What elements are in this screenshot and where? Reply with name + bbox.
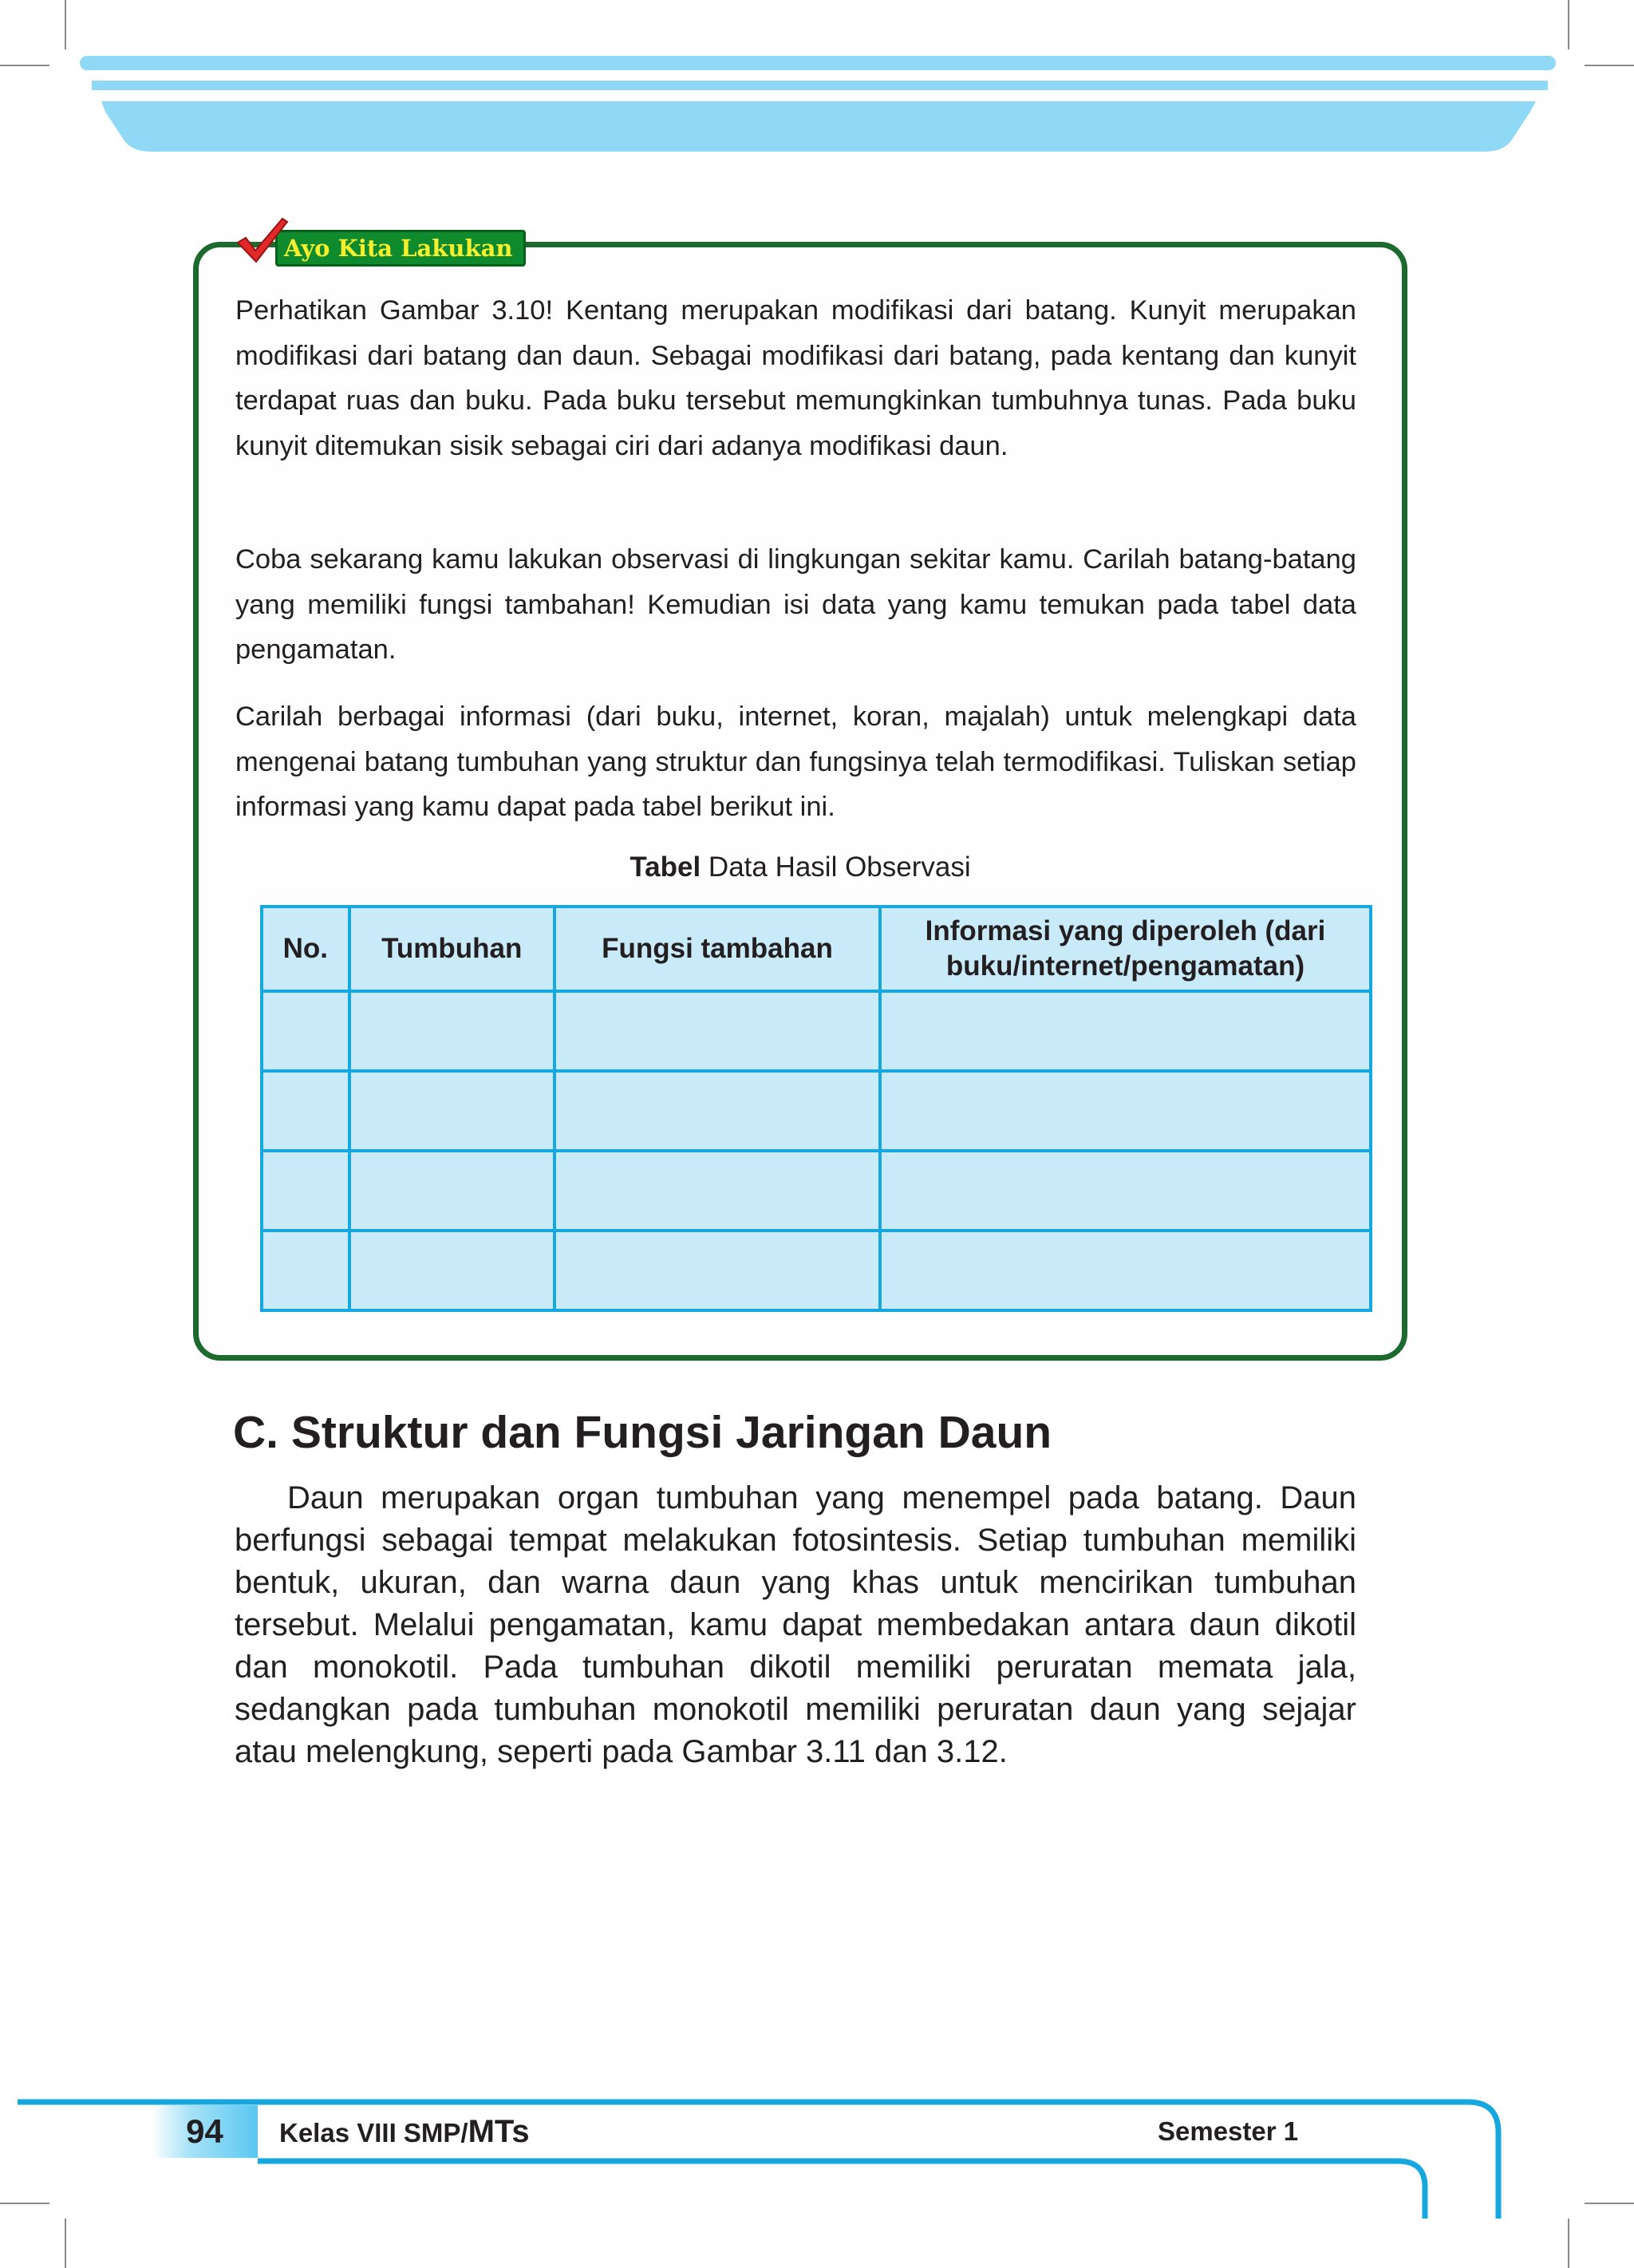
table-row [262, 1151, 1371, 1231]
table-cell[interactable] [555, 1231, 880, 1310]
footer-semester: Semester 1 [1158, 2116, 1299, 2146]
table-cell[interactable] [880, 1071, 1371, 1151]
footer-class-suffix: MTs [468, 2114, 530, 2149]
table-cell[interactable] [555, 1151, 880, 1231]
section-title: C. Struktur dan Fungsi Jaringan Daun [233, 1407, 1052, 1458]
header-informasi: Informasi yang diperoleh (dari buku/internet/pengamatan) [880, 907, 1371, 991]
activity-paragraph-1: Perhatikan Gambar 3.10! Kentang merupakan modifikasi dari batang. Kunyit merupakan modifikasi dari batang dan daun. Sebagai modifikasi dari batang, pada kentang dan kunyit terdapat ruas dan buku. Pada buku tersebut memungkinkan tumbuhnya tunas. Pada buku kunyit ditemukan sisik sebagai ciri dari adanya modifikasi daun. [235, 295, 1356, 461]
checkmark-icon [235, 215, 290, 265]
table-caption-title: Data Hasil Observasi [701, 851, 971, 883]
table-cell[interactable] [880, 991, 1371, 1071]
activity-tag: Ayo Kita Lakukan [275, 230, 526, 267]
footer-class-label [279, 2112, 530, 2152]
table-cell[interactable] [262, 1071, 349, 1151]
header-fungsi: Fungsi tambahan [555, 907, 880, 991]
table-cell[interactable] [349, 1071, 555, 1151]
activity-paragraph-2: Coba sekarang kamu lakukan observasi di lingkungan sekitar kamu. Carilah batang-batang yang memiliki fungsi tambahan! Kemudian isi data yang kamu temukan pada tabel data pengamatan. [235, 544, 1356, 666]
table-cell[interactable] [262, 991, 349, 1071]
table-header-row [262, 907, 1371, 991]
header-band [0, 0, 1634, 160]
table-cell[interactable] [555, 1071, 880, 1151]
table-cell[interactable] [555, 991, 880, 1071]
table-cell[interactable] [349, 991, 555, 1071]
header-no: No. [262, 907, 349, 991]
section-body: Daun merupakan organ tumbuhan yang menempel pada batang. Daun berfungsi sebagai tempat melakukan fotosintesis. Setiap tumbuhan memiliki bentuk, ukuran, dan warna daun yang khas untuk mencirikan tumbuhan tersebut. Melalui pengamatan, kamu dapat membedakan antara daun dikotil dan monokotil. Pada tumbuhan dikotil memiliki peruratan memata jala, sedangkan pada tumbuhan monokotil memiliki peruratan daun yang sejajar atau melengkung, seperti pada Gambar 3.11 dan 3.12. [235, 1480, 1356, 1769]
table-caption-label: Tabel [630, 851, 701, 883]
table-cell[interactable] [262, 1231, 349, 1310]
table-row [262, 991, 1371, 1071]
activity-paragraph-3: Carilah berbagai informasi (dari buku, internet, koran, majalah) untuk melengkapi data mengenai batang tumbuhan yang struktur dan fungsinya telah termodifikasi. Tuliskan setiap informasi yang kamu dapat pada tabel berikut ini. [235, 701, 1356, 823]
table-row [262, 1071, 1371, 1151]
page-number: 94 [152, 2105, 258, 2158]
table-cell[interactable] [349, 1231, 555, 1310]
table-cell[interactable] [880, 1151, 1371, 1231]
table-cell[interactable] [880, 1231, 1371, 1310]
table-row [262, 1231, 1371, 1310]
table-caption [193, 848, 1407, 887]
observation-table [260, 905, 1372, 1312]
footer-class-prefix: Kelas VIII SMP/ [279, 2118, 468, 2147]
table-cell[interactable] [349, 1151, 555, 1231]
table-cell[interactable] [262, 1151, 349, 1231]
header-tumbuhan: Tumbuhan [349, 907, 555, 991]
